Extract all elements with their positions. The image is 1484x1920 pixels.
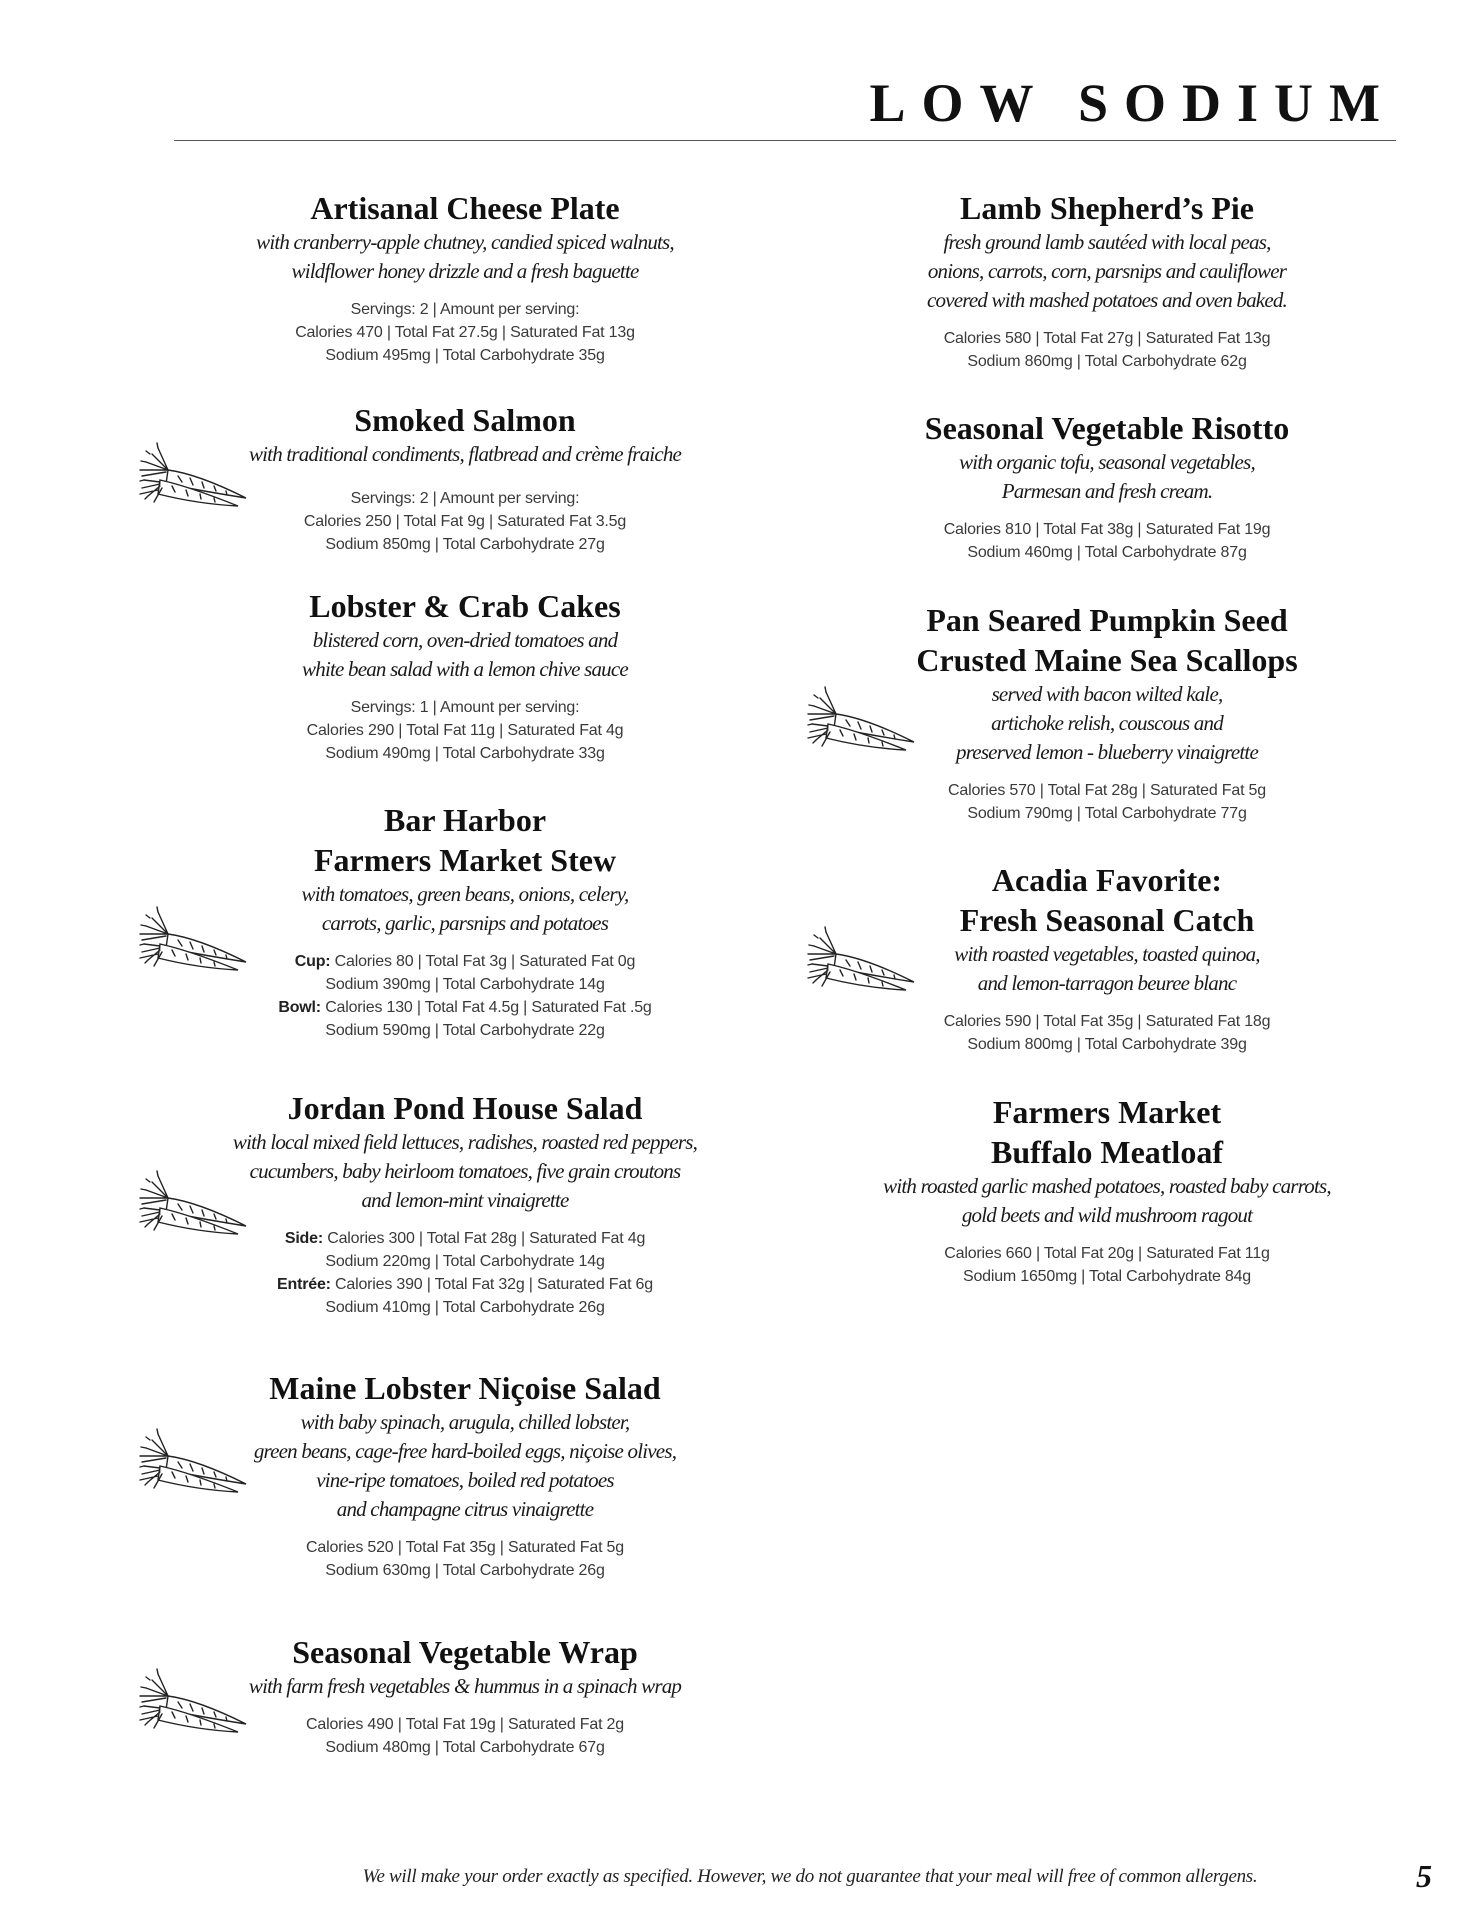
carrot-icon (138, 440, 254, 512)
nutrition-info: Calories 490 | Total Fat 19g | Saturated Fat 2g Sodium 480mg | Total Carbohydrate 67g (306, 1716, 624, 1756)
menu-item (200, 1368, 730, 1632)
nutrition-info: Servings: 2 | Amount per serving: Calories 470 | Total Fat 27.5g | Saturated Fat 13g Sodium 495mg | Total Carbohydrate 35g (295, 301, 635, 364)
carrot-icon (806, 684, 922, 756)
menu-item (200, 1632, 730, 1772)
dish-name: Farmers Market Buffalo Meatloaf (991, 1094, 1223, 1170)
dish-description: with tomatoes, green beans, onions, celery, carrots, garlic, parsnips and potatoes (301, 882, 629, 935)
carrot-icon (806, 924, 922, 996)
dish-description: with roasted garlic mashed potatoes, roasted baby carrots, gold beets and wild mushroom ragout (883, 1174, 1331, 1227)
dish-description: with traditional condiments, flatbread and crème fraiche (248, 442, 682, 466)
menu-item (852, 188, 1362, 408)
dish-name: Lobster & Crab Cakes (309, 588, 621, 624)
nutrition-info: Calories 590 | Total Fat 35g | Saturated Fat 18g Sodium 800mg | Total Carbohydrate 39g (943, 1013, 1271, 1053)
dish-description: with cranberry-apple chutney, candied spiced walnuts, wildflower honey drizzle and a fresh baguette (256, 230, 674, 283)
dish-description: blistered corn, oven-dried tomatoes and white bean salad with a lemon chive sauce (302, 628, 628, 681)
nutrition-info: Calories 570 | Total Fat 28g | Saturated Fat 5g Sodium 790mg | Total Carbohydrate 77g (948, 782, 1266, 822)
dish-name: Pan Seared Pumpkin Seed Crusted Maine Sea Scallops (916, 602, 1298, 678)
menu-item (852, 1092, 1362, 1292)
dish-description: with local mixed field lettuces, radishes, roasted red peppers, cucumbers, baby heirloom tomatoes, five grain croutons and lemon-mint vinaigrette (232, 1130, 698, 1212)
carrot-icon (138, 1666, 254, 1738)
dish-name: Acadia Favorite: Fresh Seasonal Catch (959, 862, 1255, 938)
nutrition-info: Calories 520 | Total Fat 35g | Saturated Fat 5g Sodium 630mg | Total Carbohydrate 26g (306, 1539, 624, 1579)
menu-item (200, 1088, 730, 1368)
menu-item (200, 800, 730, 1088)
dish-name: Smoked Salmon (354, 402, 576, 438)
nutrition-info: Servings: 1 | Amount per serving: Calories 290 | Total Fat 11g | Saturated Fat 4g Sodium 490mg | Total Carbohydrate 33g (306, 699, 624, 762)
dish-description: with organic tofu, seasonal vegetables, Parmesan and fresh cream. (959, 450, 1255, 503)
dish-description: with farm fresh vegetables & hummus in a spinach wrap (248, 1674, 682, 1698)
menu-item (200, 586, 730, 800)
dish-name: Artisanal Cheese Plate (310, 190, 620, 226)
carrot-icon (138, 1168, 254, 1240)
dish-name: Lamb Shepherd’s Pie (960, 190, 1254, 226)
page-title: LOW SODIUM (869, 73, 1396, 133)
title-divider (174, 140, 1396, 141)
dish-description: with roasted vegetables, toasted quinoa, and lemon-tarragon beuree blanc (954, 942, 1260, 995)
dish-description: served with bacon wilted kale, artichoke relish, couscous and preserved lemon - blueberry vinaigrette (956, 682, 1258, 764)
dish-name: Seasonal Vegetable Risotto (924, 410, 1290, 446)
carrot-icon (138, 1426, 254, 1498)
nutrition-info: Cup: Calories 80 | Total Fat 3g | Saturated Fat 0g Sodium 390mg | Total Carbohydrate 14g Bowl: Calories 130 | Total Fat 4.5g | Saturated Fat .5g Sodium 590mg | Total Carbohydrate 22g (278, 953, 652, 1039)
right-menu-column (852, 188, 1362, 1292)
allergen-disclaimer: We will make your order exactly as specified. However, we do not guarantee that your meal will free of common allergens. (362, 1866, 1258, 1887)
dish-description: fresh ground lamb sautéed with local peas, onions, carrots, corn, parsnips and cauliflower covered with mashed potatoes and oven baked. (926, 230, 1287, 312)
carrot-icon (138, 904, 254, 976)
nutrition-info: Side: Calories 300 | Total Fat 28g | Saturated Fat 4g Sodium 220mg | Total Carbohydrate 14g Entrée: Calories 390 | Total Fat 32g | Saturated Fat 6g Sodium 410mg | Total Carbohydrate 26g (277, 1230, 653, 1316)
menu-item (852, 600, 1362, 860)
nutrition-info: Calories 660 | Total Fat 20g | Saturated Fat 11g Sodium 1650mg | Total Carbohydrate 84g (944, 1245, 1270, 1285)
menu-item (852, 408, 1362, 600)
dish-description: with baby spinach, arugula, chilled lobster, green beans, cage-free hard-boiled eggs, niçoise olives, vine-ripe tomatoes, boiled red potatoes and champagne citrus vinaigrette (253, 1410, 677, 1521)
dish-name: Bar Harbor Farmers Market Stew (313, 802, 617, 878)
left-menu-column (200, 188, 730, 1772)
nutrition-info: Servings: 2 | Amount per serving: Calories 250 | Total Fat 9g | Saturated Fat 3.5g Sodium 850mg | Total Carbohydrate 27g (303, 490, 627, 553)
page-number: 5 (1416, 1858, 1432, 1894)
dish-name: Maine Lobster Niçoise Salad (269, 1370, 661, 1406)
nutrition-info: Calories 580 | Total Fat 27g | Saturated Fat 13g Sodium 860mg | Total Carbohydrate 62g (943, 330, 1271, 370)
menu-item (200, 400, 730, 586)
menu-item (852, 860, 1362, 1092)
dish-name: Seasonal Vegetable Wrap (292, 1634, 638, 1670)
menu-item (200, 188, 730, 400)
dish-name: Jordan Pond House Salad (287, 1090, 643, 1126)
nutrition-info: Calories 810 | Total Fat 38g | Saturated Fat 19g Sodium 460mg | Total Carbohydrate 87g (943, 521, 1271, 561)
